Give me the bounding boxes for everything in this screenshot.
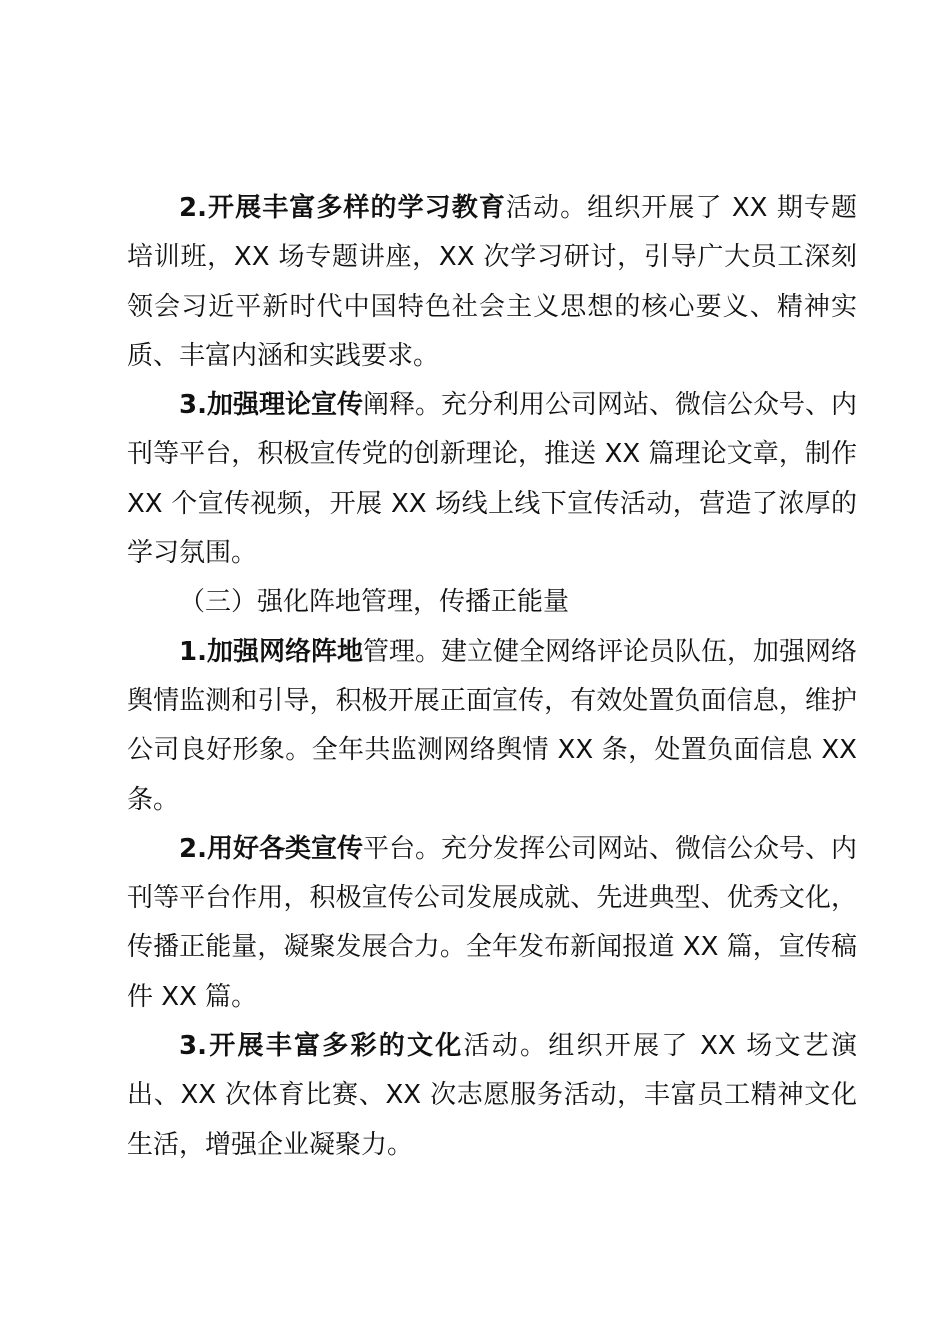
paragraph-network-management	[127, 628, 857, 825]
paragraph-text: 活动。组织开展了 XX 场文艺演出、XX 次体育比赛、XX 次志愿服务活动，丰富员工精神文化生活，增强企业凝聚力。	[127, 1031, 858, 1160]
document-body	[127, 184, 857, 1170]
paragraph-lead: 2.用好各类宣传	[179, 833, 363, 864]
paragraph-study-education	[127, 184, 857, 381]
paragraph-text: 阐释。充分利用公司网站、微信公众号、内刊等平台，积极宣传党的创新理论，推送 XX 篇理论文章，制作 XX 个宣传视频，开展 XX 场线上线下宣传活动，营造了浓厚的学习氛围。	[127, 390, 857, 569]
paragraph-lead: 1.加强网络阵地	[179, 636, 363, 667]
paragraph-text: 活动。组织开展了 XX 期专题培训班，XX 场专题讲座，XX 次学习研讨，引导广大员工深刻领会习近平新时代中国特色社会主义思想的核心要义、精神实质、丰富内涵和实践要求。	[127, 193, 857, 371]
paragraph-cultural-activities	[127, 1022, 857, 1170]
paragraph-lead: 3.开展丰富多彩的文化	[179, 1031, 464, 1062]
paragraph-publicity-platforms	[127, 825, 857, 1022]
paragraph-lead: 2.开展丰富多样的学习教育	[179, 193, 506, 223]
paragraph-text: 平台。充分发挥公司网站、微信公众号、内刊等平台作用，积极宣传公司发展成就、先进典型、优秀文化，传播正能量，凝聚发展合力。全年发布新闻报道 XX 篇，宣传稿件 XX 篇。	[127, 833, 857, 1012]
paragraph-text: 管理。建立健全网络评论员队伍，加强网络舆情监测和引导，积极开展正面宣传，有效处置负面信息，维护公司良好形象。全年共监测网络舆情 XX 条，处置负面信息 XX 条。	[127, 636, 857, 815]
paragraph-theory-publicity	[127, 381, 857, 578]
section-heading: （三）强化阵地管理，传播正能量	[179, 587, 570, 618]
paragraph-lead: 3.加强理论宣传	[179, 390, 363, 421]
